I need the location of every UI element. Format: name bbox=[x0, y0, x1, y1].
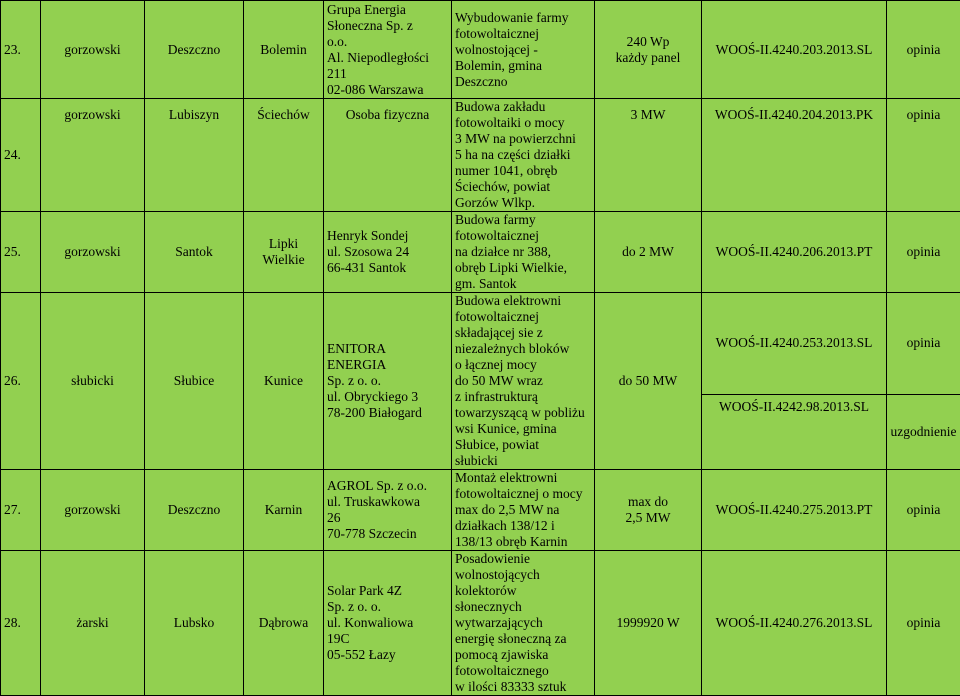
powiat-cell: gorzowski bbox=[41, 99, 145, 212]
przedsiewziecie-cell: Wybudowanie farmy fotowoltaicznej wolnostojącej - Bolemin, gmina Deszczno bbox=[452, 1, 595, 99]
powiat-cell: gorzowski bbox=[41, 470, 145, 551]
wnioskodawca-cell: AGROL Sp. z o.o. ul. Truskawkowa 26 70-778 Szczecin bbox=[324, 470, 452, 551]
miejscowosc-cell: Karnin bbox=[244, 470, 324, 551]
table-row bbox=[1, 1, 960, 99]
moc-cell: do 50 MW bbox=[595, 293, 702, 470]
wnioskodawca-cell: ENITORA ENERGIA Sp. z o. o. ul. Obryckiego 3 78-200 Białogard bbox=[324, 293, 452, 470]
moc-cell: 240 Wp każdy panel bbox=[595, 1, 702, 99]
powiat-cell: gorzowski bbox=[41, 212, 145, 293]
przedsiewziecie-cell: Budowa zakładu fotowoltaiki o mocy 3 MW na powierzchni 5 ha na części działki numer 1041, obręb Ściechów, powiat Gorzów Wlkp. bbox=[452, 99, 595, 212]
sygnatura-cell: WOOŚ-II.4240.276.2013.SL bbox=[702, 551, 887, 696]
sygnatura-cell: WOOŚ-II.4240.206.2013.PT bbox=[702, 212, 887, 293]
rodzaj-cell: opinia bbox=[887, 212, 960, 293]
wnioskodawca-cell: Solar Park 4Z Sp. z o. o. ul. Konwaliowa 19C 05-552 Łazy bbox=[324, 551, 452, 696]
rodzaj-cell: opinia bbox=[887, 1, 960, 99]
gmina-cell: Santok bbox=[145, 212, 244, 293]
przedsiewziecie-cell: Montaż elektrowni fotowoltaicznej o mocy max do 2,5 MW na działkach 138/12 i 138/13 obręb Karnin bbox=[452, 470, 595, 551]
moc-cell: do 2 MW bbox=[595, 212, 702, 293]
table-row bbox=[1, 470, 960, 551]
rodzaj-cell: opinia bbox=[887, 551, 960, 696]
miejscowosc-cell: Kunice bbox=[244, 293, 324, 470]
powiat-cell: słubicki bbox=[41, 293, 145, 470]
przedsiewziecie-cell: Posadowienie wolnostojących kolektorów słonecznych wytwarzających energię słoneczną za pomocą zjawiska fotowoltaicznego w ilości 83333 sztuk bbox=[452, 551, 595, 696]
gmina-cell: Lubiszyn bbox=[145, 99, 244, 212]
table-row bbox=[1, 212, 960, 293]
moc-cell: 1999920 W bbox=[595, 551, 702, 696]
sygnatura-cell: WOOŚ-II.4240.253.2013.SL bbox=[702, 293, 887, 395]
gmina-cell: Lubsko bbox=[145, 551, 244, 696]
row-number: 28. bbox=[1, 551, 41, 696]
rodzaj-cell: opinia bbox=[887, 99, 960, 212]
moc-cell: max do 2,5 MW bbox=[595, 470, 702, 551]
row-number: 27. bbox=[1, 470, 41, 551]
miejscowosc-cell: Lipki Wielkie bbox=[244, 212, 324, 293]
miejscowosc-cell: Bolemin bbox=[244, 1, 324, 99]
wnioskodawca-cell: Henryk Sondej ul. Szosowa 24 66-431 Santok bbox=[324, 212, 452, 293]
row-number: 25. bbox=[1, 212, 41, 293]
table-row bbox=[1, 551, 960, 696]
row-number: 26. bbox=[1, 293, 41, 470]
powiat-cell: gorzowski bbox=[41, 1, 145, 99]
sygnatura-cell: WOOŚ-II.4240.275.2013.PT bbox=[702, 470, 887, 551]
rodzaj-cell: uzgodnienie bbox=[887, 394, 960, 469]
gmina-cell: Deszczno bbox=[145, 1, 244, 99]
row-number: 24. bbox=[1, 99, 41, 212]
miejscowosc-cell: Dąbrowa bbox=[244, 551, 324, 696]
table-row bbox=[1, 99, 960, 212]
row-number: 23. bbox=[1, 1, 41, 99]
sygnatura-cell: WOOŚ-II.4242.98.2013.SL bbox=[702, 394, 887, 469]
wnioskodawca-cell: Osoba fizyczna bbox=[324, 99, 452, 212]
moc-cell: 3 MW bbox=[595, 99, 702, 212]
gmina-cell: Deszczno bbox=[145, 470, 244, 551]
gmina-cell: Słubice bbox=[145, 293, 244, 470]
sygnatura-cell: WOOŚ-II.4240.203.2013.SL bbox=[702, 1, 887, 99]
wnioskodawca-cell: Grupa Energia Słoneczna Sp. z o.o. Al. Niepodległości 211 02-086 Warszawa bbox=[324, 1, 452, 99]
sygnatura-cell: WOOŚ-II.4240.204.2013.PK bbox=[702, 99, 887, 212]
przedsiewziecie-cell: Budowa elektrowni fotowoltaicznej składającej sie z niezależnych bloków o łącznej mocy do 50 MW wraz z infrastrukturą towarzyszącą w pobliżu wsi Kunice, gmina Słubice, powiat słubicki bbox=[452, 293, 595, 470]
table-row bbox=[1, 293, 960, 395]
rodzaj-cell: opinia bbox=[887, 470, 960, 551]
powiat-cell: żarski bbox=[41, 551, 145, 696]
miejscowosc-cell: Ściechów bbox=[244, 99, 324, 212]
rodzaj-cell: opinia bbox=[887, 293, 960, 395]
przedsiewziecie-cell: Budowa farmy fotowoltaicznej na działce nr 388, obręb Lipki Wielkie, gm. Santok bbox=[452, 212, 595, 293]
